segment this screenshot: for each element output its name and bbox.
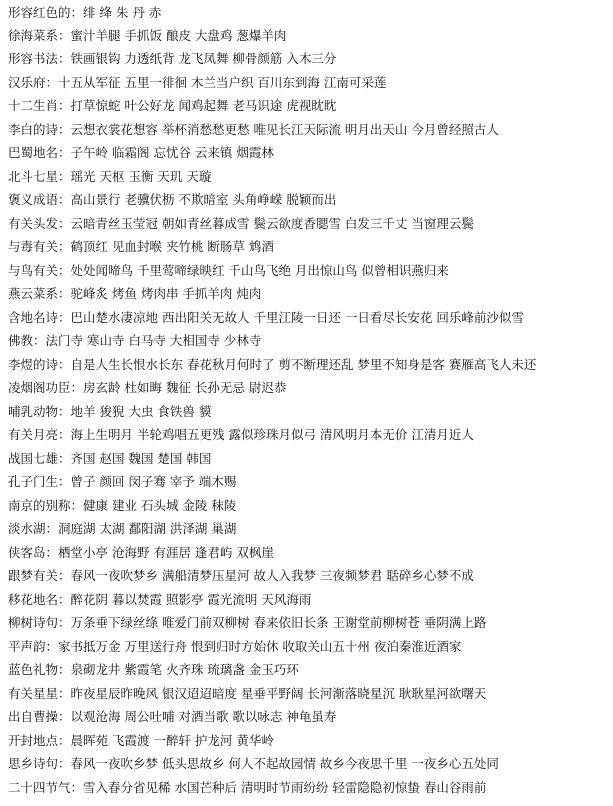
list-item xyxy=(8,729,608,753)
item-content: 十五从军征 五里一徘徊 木兰当户织 百川东到海 江南可采莲 xyxy=(58,75,387,90)
list-item xyxy=(8,752,608,776)
item-title: 含地名诗： xyxy=(8,310,71,325)
item-content: 高山景行 老骥伏枥 不欺暗室 头角峥嵘 脱颖而出 xyxy=(70,192,337,207)
list-item xyxy=(8,94,608,118)
list-item xyxy=(8,353,608,377)
list-item xyxy=(8,47,608,71)
item-content: 以观沧海 周公吐哺 对酒当歌 歌以咏志 神龟虽寿 xyxy=(70,709,337,724)
list-item xyxy=(8,71,608,95)
item-content: 泉砌龙井 紫霞笔 火齐珠 琉璃盏 金玉巧环 xyxy=(70,662,299,677)
item-content: 地羊 狻猊 大虫 食铁兽 貘 xyxy=(70,404,212,419)
item-title: 移花地名： xyxy=(8,592,71,607)
item-content: 栖堂小亭 沧海野 有涯居 逢君屿 双枫崖 xyxy=(58,545,274,560)
item-content: 海上生明月 半轮鸡唱五更残 露似珍珠月似弓 清风明月本无价 江清月近人 xyxy=(70,427,474,442)
item-title: 形容书法： xyxy=(8,51,71,66)
item-title: 开封地点： xyxy=(8,733,71,748)
item-content: 春风一夜吹乡梦 低头思故乡 何人不起故园情 故乡今夜思千里 一夜乡心五处同 xyxy=(70,756,499,771)
list-item xyxy=(8,611,608,635)
item-content: 绯 绛 朱 丹 赤 xyxy=(83,5,162,20)
item-content: 蜜汁羊腿 手抓饭 酿皮 大盘鸡 葱爆羊肉 xyxy=(70,28,287,43)
list-item xyxy=(8,118,608,142)
item-title: 蓝色礼物： xyxy=(8,662,71,677)
list-item xyxy=(8,564,608,588)
item-title: 褒义成语： xyxy=(8,192,71,207)
list-item xyxy=(8,259,608,283)
list-item xyxy=(8,24,608,48)
item-title: 凌烟阁功臣： xyxy=(8,380,84,395)
item-content: 打草惊蛇 叶公好龙 闻鸡起舞 老马识途 虎视眈眈 xyxy=(70,98,337,113)
item-title: 李煜的诗： xyxy=(8,357,71,372)
item-content: 铁画银钩 力透纸背 龙飞凤舞 柳骨颜筋 入木三分 xyxy=(70,51,337,66)
list-item xyxy=(8,212,608,236)
list-item xyxy=(8,141,608,165)
item-content: 云暗青丝玉莹冠 朝如青丝暮成雪 鬓云欲度香腮雪 白发三千丈 当窗理云鬓 xyxy=(70,216,474,231)
item-content: 瑶光 天枢 玉衡 天玑 天璇 xyxy=(70,169,212,184)
item-title: 跟梦有关： xyxy=(8,568,71,583)
list-item xyxy=(8,588,608,612)
item-content: 子午岭 临霜阁 忘忧谷 云来镇 烟霞林 xyxy=(70,145,274,160)
list-item xyxy=(8,705,608,729)
item-content: 昨夜星辰昨晚风 银汉迢迢暗度 星垂平野阔 长河渐落晓星沉 耿耿星河欲曙天 xyxy=(70,686,487,701)
item-content: 巴山楚水凄凉地 西出阳关无故人 千里江陵一日还 一日看尽长安花 回乐峰前沙似雪 xyxy=(70,310,524,325)
item-content: 万条垂下绿丝绦 唯爱门前双柳树 春来依旧长条 王谢堂前柳树苍 垂阴满上路 xyxy=(70,615,487,630)
item-title: 燕云菜系： xyxy=(8,286,71,301)
item-title: 柳树诗句： xyxy=(8,615,71,630)
item-title: 南京的别称： xyxy=(8,498,84,513)
item-content: 春风一夜吹梦乡 满船清梦压星河 故人入我梦 三夜频梦君 聒碎乡心梦不成 xyxy=(70,568,474,583)
list-item xyxy=(8,376,608,400)
list-item xyxy=(8,682,608,706)
list-item xyxy=(8,494,608,518)
item-title: 与毒有关： xyxy=(8,239,71,254)
item-title: 有关星星： xyxy=(8,686,71,701)
list-item xyxy=(8,517,608,541)
item-title: 战国七雄： xyxy=(8,451,71,466)
list-item xyxy=(8,329,608,353)
item-content: 醉花阴 暮以焚霞 照影亭 霞光流明 天风海雨 xyxy=(70,592,312,607)
list-item xyxy=(8,165,608,189)
item-content: 洞庭湖 太湖 鄱阳湖 洪泽湖 巢湖 xyxy=(58,521,237,536)
list-item xyxy=(8,658,608,682)
item-title: 思乡诗句： xyxy=(8,756,71,771)
item-content: 齐国 赵国 魏国 楚国 韩国 xyxy=(70,451,212,466)
item-content: 法门寺 寒山寺 白马寺 大相国寺 少林寺 xyxy=(45,333,262,348)
list-item xyxy=(8,282,608,306)
list-item xyxy=(8,470,608,494)
item-title: 十二生肖： xyxy=(8,98,71,113)
item-content: 雪入春分省见稀 水国芒种后 清明时节雨纷纷 轻雷隐隐初惊蛰 春山谷雨前 xyxy=(83,780,487,795)
list-item xyxy=(8,306,608,330)
item-title: 佛教： xyxy=(8,333,46,348)
item-content: 家书抵万金 万里送行舟 恨到归时方始休 收取关山五十州 夜泊秦淮近酒家 xyxy=(58,639,462,654)
item-title: 李白的诗： xyxy=(8,122,71,137)
item-title: 淡水湖： xyxy=(8,521,59,536)
item-content: 晨晖苑 飞霞渡 一醉轩 护龙河 黄华岭 xyxy=(70,733,274,748)
item-content: 自是人生长恨水长东 春花秋月何时了 剪不断理还乱 梦里不知身是客 赛雁高飞人未还 xyxy=(70,357,537,372)
item-title: 哺乳动物： xyxy=(8,404,71,419)
item-title: 形容红色的： xyxy=(8,5,84,20)
list-item xyxy=(8,447,608,471)
item-title: 出自曹操： xyxy=(8,709,71,724)
item-title: 与鸟有关： xyxy=(8,263,71,278)
list-item xyxy=(8,400,608,424)
list-item xyxy=(8,235,608,259)
item-title: 平声韵： xyxy=(8,639,59,654)
item-title: 侠客岛： xyxy=(8,545,59,560)
item-content: 处处闻啼鸟 千里莺啼绿映红 千山鸟飞绝 月出惊山鸟 似曾相识燕归来 xyxy=(70,263,449,278)
item-title: 徐海菜系： xyxy=(8,28,71,43)
item-title: 汉乐府： xyxy=(8,75,59,90)
list-item xyxy=(8,541,608,565)
item-title: 二十四节气： xyxy=(8,780,84,795)
item-title: 北斗七星： xyxy=(8,169,71,184)
list-item xyxy=(8,635,608,659)
list-item xyxy=(8,423,608,447)
item-content: 房玄龄 杜如晦 魏征 长孙无忌 尉迟恭 xyxy=(83,380,287,395)
item-title: 巴蜀地名： xyxy=(8,145,71,160)
item-title: 孔子门生： xyxy=(8,474,71,489)
list-item xyxy=(8,776,608,800)
list-item xyxy=(8,188,608,212)
list-item xyxy=(8,1,608,25)
item-title: 有关月亮： xyxy=(8,427,71,442)
item-content: 驼峰炙 烤鱼 烤肉串 手抓羊肉 炖肉 xyxy=(70,286,262,301)
item-title: 有关头发： xyxy=(8,216,71,231)
item-content: 云想衣裳花想容 举杯消愁愁更愁 唯见长江天际流 明月出天山 今月曾经照古人 xyxy=(70,122,499,137)
item-content: 曾子 颜回 闵子骞 宰予 端木赐 xyxy=(70,474,237,489)
item-content: 鹤顶红 见血封喉 夹竹桃 断肠草 鸩酒 xyxy=(70,239,274,254)
item-content: 健康 建业 石头城 金陵 秣陵 xyxy=(83,498,237,513)
